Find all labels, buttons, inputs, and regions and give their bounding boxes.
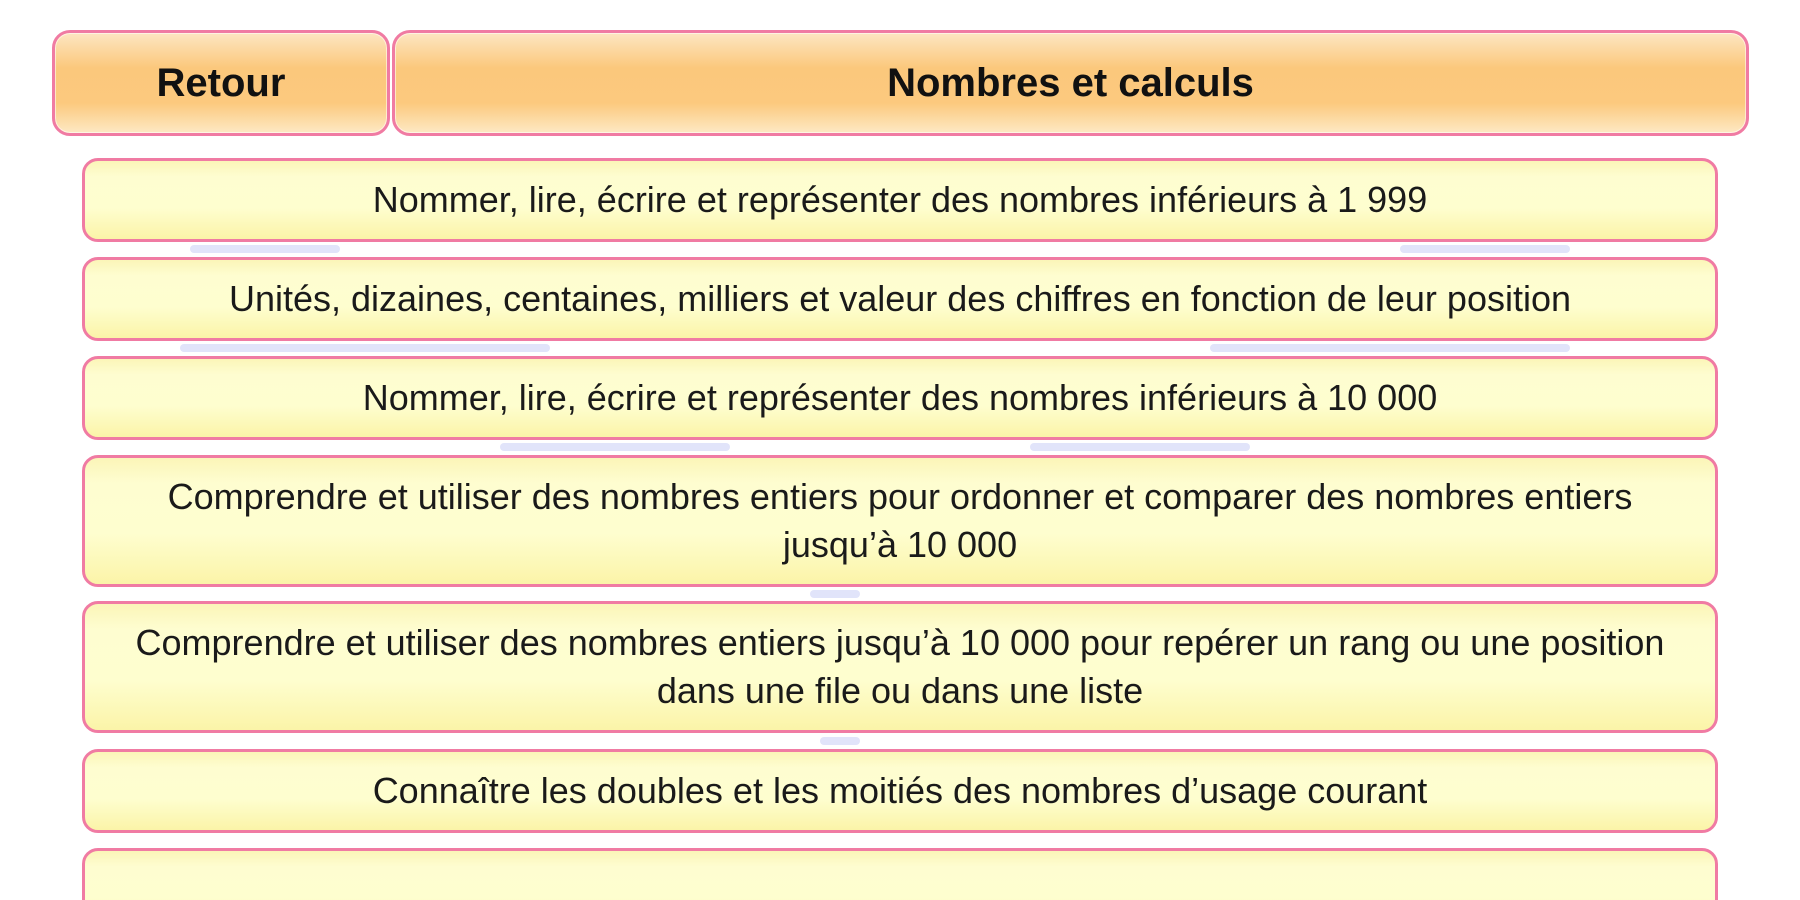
list-separator [190, 245, 340, 253]
topic-item[interactable] [82, 601, 1718, 733]
list-separator [1400, 245, 1570, 253]
topic-item-label: Comprendre et utiliser des nombres entiers pour ordonner et comparer des nombres entiers jusqu’à 10 000 [167, 476, 1633, 565]
list-separator [820, 737, 860, 745]
topic-item[interactable] [82, 455, 1718, 587]
topic-item[interactable] [82, 848, 1718, 900]
list-separator [810, 590, 860, 598]
topic-item[interactable] [82, 158, 1718, 242]
topic-item[interactable] [82, 356, 1718, 440]
list-separator [500, 443, 730, 451]
topic-item-label: Nommer, lire, écrire et représenter des nombres inférieurs à 10 000 [362, 377, 1438, 418]
topic-item-label: Nommer, lire, écrire et représenter des nombres inférieurs à 1 999 [372, 179, 1428, 220]
list-separator [1210, 344, 1570, 352]
topic-item-label: Unités, dizaines, centaines, milliers et valeur des chiffres en fonction de leur position [228, 278, 1572, 319]
topic-item-label: Connaître les doubles et les moitiés des nombres d’usage courant [372, 770, 1428, 811]
list-separator [180, 344, 550, 352]
back-button-label: Retour [156, 60, 286, 105]
list-separator [1030, 443, 1250, 451]
topic-item[interactable] [82, 257, 1718, 341]
page-title-label: Nombres et calculs [887, 60, 1254, 105]
topic-item[interactable] [82, 749, 1718, 833]
topic-item-label: Comprendre et utiliser des nombres entiers jusqu’à 10 000 pour repérer un rang ou une position dans une file ou dans une liste [135, 622, 1665, 711]
